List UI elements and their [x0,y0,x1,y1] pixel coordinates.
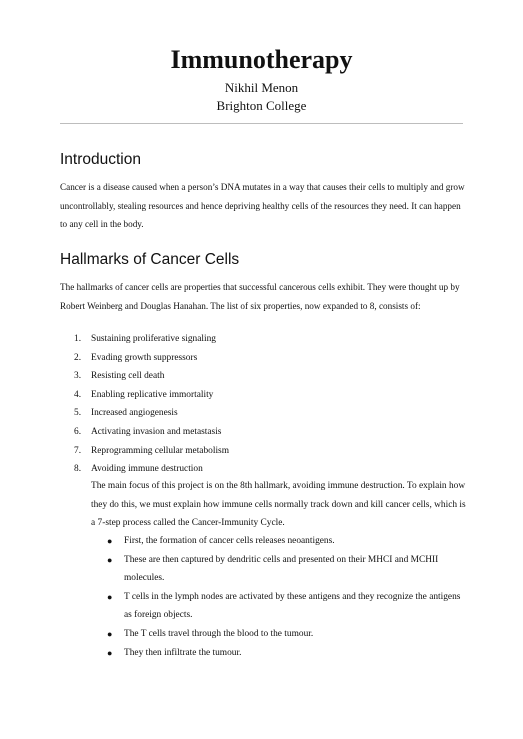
list-item-text: Resisting cell death [91,371,165,382]
title-divider [60,123,463,124]
list-item-text: Enabling replicative immortality [91,389,214,400]
list-number: 8. [74,464,82,475]
list-item [60,349,465,368]
list-item-text: The T cells travel through the blood to the tumour. [124,628,314,639]
document-title: Immunotherapy [170,45,353,74]
list-item [60,404,465,423]
author-name: Nikhil Menon [224,80,299,95]
list-item [60,442,465,461]
list-number: 2. [74,352,82,363]
list-item [91,644,466,663]
bullet-icon: ● [107,536,113,546]
list-item [91,532,466,551]
bullet-icon: ● [107,628,113,639]
list-number: 5. [74,408,82,419]
list-number: 7. [74,445,82,456]
introduction-heading: Introduction [60,151,141,168]
list-item [91,625,466,644]
list-item-text: Reprogramming cellular metabolism [91,445,229,456]
cancer-immunity-cycle-list [91,532,466,662]
list-number: 1. [74,334,82,344]
school-name: Brighton College [216,98,307,113]
hallmarks-heading: Hallmarks of Cancer Cells [60,251,240,268]
list-item [91,551,466,588]
list-item-text: T cells in the lymph nodes are activated by these antigens and they recognize the antigens as foreign objects. [124,591,461,621]
list-number: 6. [74,426,82,437]
hallmarks-paragraph: The hallmarks of cancer cells are properties that successful cancerous cells exhibit. They were thought up by Robert Weinberg and Douglas Hanahan. The list of six properties, now expanded to 8, consists of: [60,282,460,311]
list-item-text: Sustaining proliferative signaling [91,334,216,344]
bullet-icon: ● [107,647,113,658]
list-item-text: They then infiltrate the tumour. [124,647,242,658]
list-item-text: Evading growth suppressors [91,352,198,363]
list-item-text: Increased angiogenesis [91,408,178,419]
list-item [60,386,465,405]
bullet-icon: ● [107,591,113,602]
focus-paragraph: The main focus of this project is on the 8th hallmark, avoiding immune destruction. To explain how they do this, we must explain how immune cells normally track down and kill cancer cells, which is a 7-step process called the Cancer-Immunity Cycle. [91,481,466,529]
list-item [60,367,465,386]
bullet-icon: ● [107,554,113,565]
hallmarks-list [60,330,465,479]
list-item-text: Activating invasion and metastasis [91,426,222,437]
list-item [91,588,466,625]
list-item [60,423,465,442]
list-item [60,460,465,479]
list-item [60,330,465,349]
list-item-text: First, the formation of cancer cells releases neoantigens. [124,536,335,546]
list-item-text: These are then captured by dendritic cells and presented on their MHCI and MCHII molecules. [124,554,439,584]
introduction-paragraph: Cancer is a disease caused when a person’s DNA mutates in a way that causes their cells to multiply and grow uncontrollably, stealing resources and hence depriving healthy cells of the resources they need. It can happen to any cell in the body. [60,182,465,229]
list-number: 4. [74,389,82,400]
list-number: 3. [74,371,82,382]
list-item-text: Avoiding immune destruction [91,464,203,475]
